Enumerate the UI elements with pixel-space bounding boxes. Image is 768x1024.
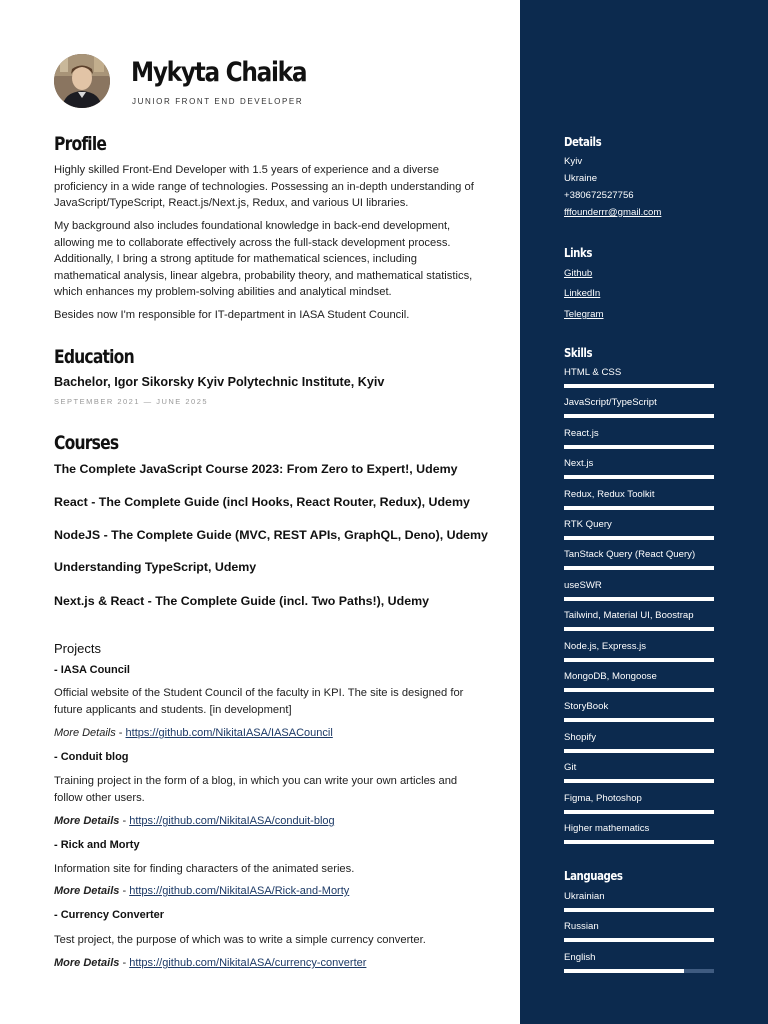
- skill-level-bar: [564, 536, 714, 540]
- project-description: Official website of the Student Council of the faculty in KPI. The site is designed for future applicants and students. [in development]: [54, 687, 464, 716]
- skill-level-bar: [564, 658, 714, 662]
- skill-level-bar: [564, 810, 714, 814]
- project-name: - Currency Converter: [54, 909, 165, 921]
- skill-label: Node.js, Express.js: [564, 640, 647, 652]
- project-link[interactable]: https://github.com/NikitaIASA/Rick-and-Morty: [129, 885, 350, 897]
- skill-level-bar: [564, 445, 714, 449]
- avatar: [54, 54, 110, 108]
- language-level-bar: [564, 908, 714, 912]
- skill-level-bar: [564, 779, 714, 783]
- skill-level-fill: [564, 566, 714, 570]
- education-degree: Bachelor, Igor Sikorsky Kyiv Polytechnic Institute, Kyiv: [54, 375, 385, 389]
- course-item: React - The Complete Guide (incl Hooks, React Router, Redux), Udemy: [54, 495, 470, 509]
- project-description: Test project, the purpose of which was to write a simple currency converter.: [54, 934, 426, 946]
- skill-level-bar: [564, 627, 714, 631]
- projects-title: Projects: [54, 641, 101, 656]
- more-details-label: More Details: [54, 727, 116, 739]
- skill-level-fill: [564, 779, 714, 783]
- skill-level-fill: [564, 718, 714, 722]
- skill-label: useSWR: [564, 579, 602, 591]
- skill-item: [564, 671, 714, 682]
- skill-level-fill: [564, 597, 714, 601]
- language-level-bar: [564, 938, 714, 942]
- skill-item: [564, 641, 714, 652]
- skill-label: Tailwind, Material UI, Boostrap: [564, 610, 694, 622]
- telegram-link[interactable]: Telegram: [564, 309, 604, 320]
- skill-label: RTK Query: [564, 519, 612, 530]
- more-details-label: More Details: [54, 957, 120, 969]
- separator: -: [119, 957, 130, 969]
- project-description: Training project in the form of a blog, in which you can write your own articles and follow other users.: [54, 775, 458, 804]
- profile-paragraph: My background also includes foundational knowledge in back-end development, allowing me to collaborate effectively across the full-stack development process. Additionally, I bring a strong aptitude for mathematical sciences, including mathematical analysis, linear algebra, probability theory, and mathematical statistics, which enhances my problem-solving abilities and analytical mindset.: [54, 220, 473, 299]
- skill-label: MongoDB, Mongoose: [564, 671, 657, 682]
- phone: +380672527756: [564, 190, 634, 201]
- skill-label: JavaScript/TypeScript: [564, 397, 657, 409]
- project-more-details: [54, 815, 335, 827]
- resume-header: [54, 54, 474, 110]
- language-item: [564, 891, 714, 902]
- skill-item: [564, 732, 714, 743]
- skill-label: Higher mathematics: [564, 823, 650, 834]
- separator: -: [119, 885, 130, 897]
- project-name: - Rick and Morty: [54, 839, 140, 851]
- skill-item: [564, 823, 714, 834]
- skill-label: React.js: [564, 427, 599, 439]
- project-link[interactable]: https://github.com/NikitaIASA/IASACouncil: [125, 727, 333, 739]
- project-more-details: [54, 885, 349, 897]
- skill-label: Git: [564, 762, 577, 774]
- skill-level-fill: [564, 627, 714, 631]
- more-details-label: More Details: [54, 885, 120, 897]
- language-level-fill: [564, 938, 714, 942]
- project-more-details: [54, 727, 333, 739]
- skill-label: StoryBook: [564, 701, 609, 713]
- profile-paragraph: Besides now I'm responsible for IT-department in IASA Student Council.: [54, 309, 410, 321]
- skill-label: Next.js: [564, 458, 594, 470]
- skill-level-bar: [564, 597, 714, 601]
- skill-level-bar: [564, 718, 714, 722]
- course-item: The Complete JavaScript Course 2023: From Zero to Expert!, Udemy: [54, 462, 458, 476]
- job-title: JUNIOR FRONT END DEVELOPER: [132, 97, 304, 106]
- skill-item: [564, 549, 714, 560]
- course-item: NodeJS - The Complete Guide (MVC, REST APIs, GraphQL, Deno), Udemy: [54, 528, 488, 542]
- skill-item: [564, 428, 714, 439]
- links-title: Links: [564, 246, 592, 260]
- more-details-label: More Details: [54, 815, 120, 827]
- skill-level-bar: [564, 840, 714, 844]
- project-name: - IASA Council: [54, 664, 130, 676]
- languages-title: Languages: [564, 869, 623, 883]
- skill-level-bar: [564, 414, 714, 418]
- skill-item: [564, 397, 714, 408]
- skill-level-fill: [564, 749, 714, 753]
- skill-label: Figma, Photoshop: [564, 792, 642, 804]
- skill-item: [564, 519, 714, 530]
- skills-title: Skills: [564, 346, 593, 360]
- skill-level-fill: [564, 384, 714, 388]
- skill-level-fill: [564, 475, 714, 479]
- language-item: [564, 921, 714, 932]
- separator: -: [119, 815, 130, 827]
- education-dates: SEPTEMBER 2021 — JUNE 2025: [54, 397, 209, 406]
- project-link[interactable]: https://github.com/NikitaIASA/currency-converter: [129, 957, 367, 969]
- skill-item: [564, 701, 714, 712]
- profile-paragraph: Highly skilled Front-End Developer with 1.5 years of experience and a diverse proficiency in a wide range of technologies. Possessing an in-depth understanding of JavaScript/TypeScript, React.js/Next.js, Redux, and various UI libraries.: [54, 164, 474, 210]
- skill-level-bar: [564, 688, 714, 692]
- skill-level-bar: [564, 566, 714, 570]
- skill-item: [564, 762, 714, 773]
- project-name: - Conduit blog: [54, 751, 129, 763]
- project-more-details: [54, 957, 366, 969]
- skill-item: [564, 580, 714, 591]
- skill-item: [564, 367, 714, 378]
- education-title: Education: [54, 346, 134, 368]
- country: Ukraine: [564, 173, 598, 184]
- skill-label: Redux, Redux Toolkit: [564, 488, 655, 500]
- skill-item: [564, 793, 714, 804]
- separator: -: [115, 727, 126, 739]
- course-item: Understanding TypeScript, Udemy: [54, 560, 257, 574]
- full-name: Mykyta Chaika: [131, 57, 307, 88]
- language-level-bar: [564, 969, 714, 973]
- skill-label: TanStack Query (React Query): [564, 549, 696, 561]
- skill-level-bar: [564, 749, 714, 753]
- city: Kyiv: [564, 156, 583, 167]
- skill-level-bar: [564, 475, 714, 479]
- skill-level-fill: [564, 688, 714, 692]
- language-item: [564, 952, 714, 963]
- sidebar: [520, 0, 768, 1024]
- linkedin-link[interactable]: LinkedIn: [564, 288, 601, 299]
- skill-level-fill: [564, 810, 714, 814]
- email-link[interactable]: fffounderrr@gmail.com: [564, 207, 662, 218]
- courses-title: Courses: [54, 432, 119, 454]
- github-link[interactable]: Github: [564, 268, 593, 279]
- skill-level-fill: [564, 536, 714, 540]
- profile-title: Profile: [54, 133, 107, 155]
- skill-level-fill: [564, 840, 714, 844]
- language-label: Ukrainian: [564, 891, 605, 902]
- skill-level-bar: [564, 506, 714, 510]
- language-label: English: [564, 951, 596, 963]
- skill-level-fill: [564, 414, 714, 418]
- skill-item: [564, 489, 714, 500]
- language-label: Russian: [564, 921, 599, 933]
- course-item: Next.js & React - The Complete Guide (incl. Two Paths!), Udemy: [54, 594, 429, 608]
- skill-label: HTML & CSS: [564, 367, 622, 378]
- skill-level-bar: [564, 384, 714, 388]
- skill-label: Shopify: [564, 731, 596, 743]
- skill-level-fill: [564, 506, 714, 510]
- skill-level-fill: [564, 445, 714, 449]
- skill-level-fill: [564, 658, 714, 662]
- skill-item: [564, 458, 714, 469]
- project-description: Information site for finding characters of the animated series.: [54, 863, 355, 875]
- project-link[interactable]: https://github.com/NikitaIASA/conduit-blog: [129, 815, 335, 827]
- skill-item: [564, 610, 714, 621]
- language-level-fill: [564, 908, 714, 912]
- details-title: Details: [564, 135, 602, 149]
- language-level-fill: [564, 969, 684, 973]
